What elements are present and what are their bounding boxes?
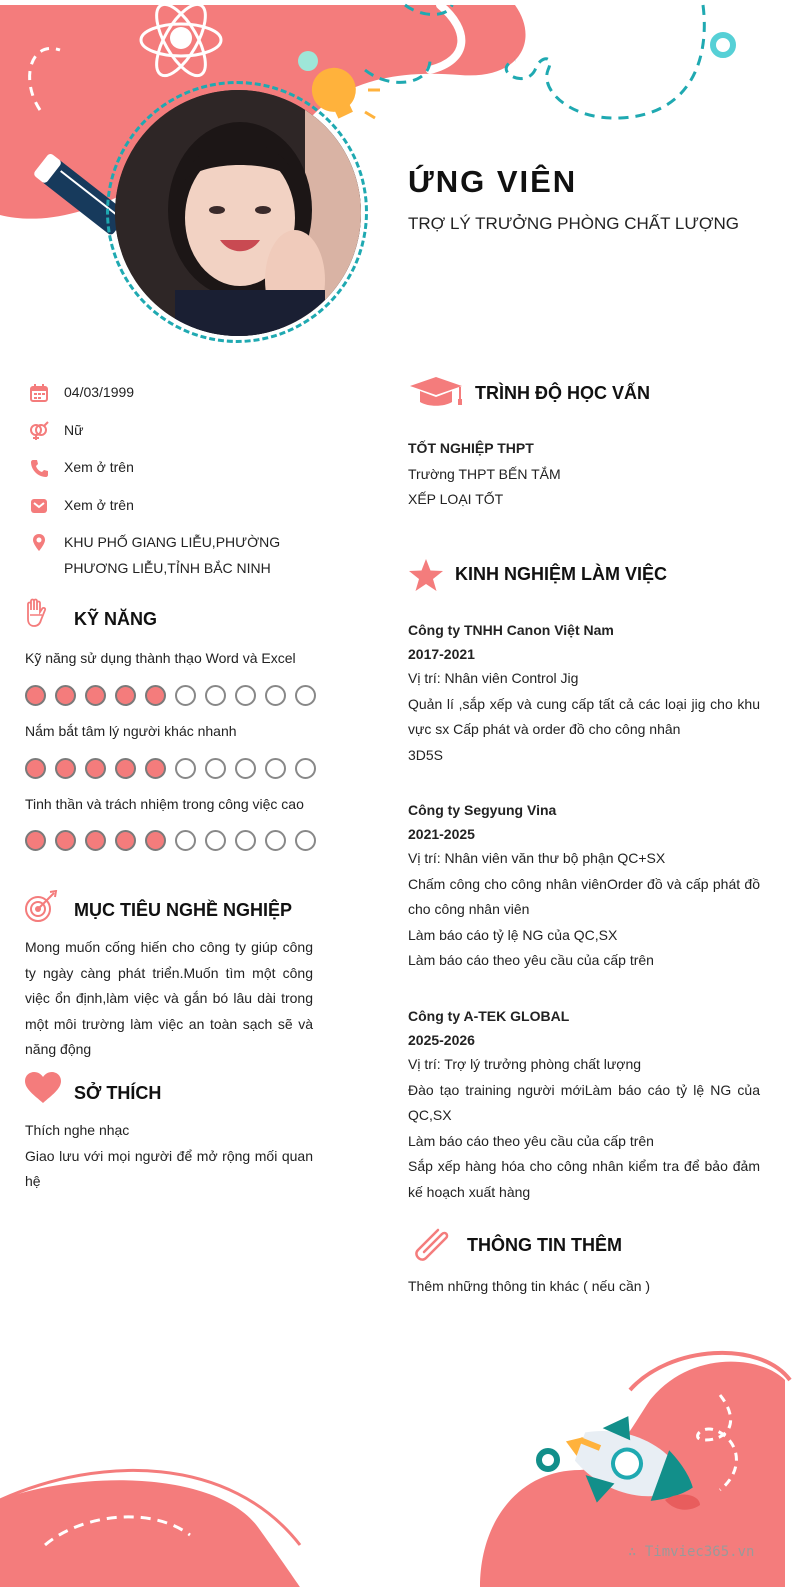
- paperclip-icon: [410, 1222, 454, 1266]
- skill-rating: [25, 685, 316, 706]
- job-company: Công ty TNHH Canon Việt Nam: [408, 622, 614, 638]
- rating-dot-filled: [25, 830, 46, 851]
- rating-dot-filled: [55, 830, 76, 851]
- hobbies-text: [25, 1118, 313, 1195]
- rating-dot-filled: [55, 685, 76, 706]
- email-text: Xem ở trên: [64, 497, 134, 513]
- job-company: Công ty Segyung Vina: [408, 802, 557, 818]
- job-line: Quản lí ,sắp xếp và cung cấp tất cả các loại jig cho khu vực sx Cấp phát và order đồ cho công nhân: [408, 695, 760, 737]
- job-line: Chấm công cho công nhân viênOrder đồ và cấp phát đồ cho công nhân viên: [408, 875, 760, 917]
- objective-text: Mong muốn cống hiến cho công ty giúp công ty ngày càng phát triển.Muốn tìm một công việc ổn định,làm việc và gắn bó lâu dài trong một môi trường làm việc an toàn sạch sẽ và năng động: [25, 939, 313, 1058]
- graduation-cap-icon: [408, 376, 464, 410]
- gender-text: Nữ: [64, 422, 84, 438]
- job-line: Làm báo cáo theo yêu cầu của cấp trên: [408, 952, 654, 968]
- job-line: Làm báo cáo theo yêu cầu của cấp trên: [408, 1132, 654, 1149]
- job-line: Vị trí: Nhân viên Control Jig: [408, 670, 579, 686]
- address-text: KHU PHỐ GIANG LIỄU,PHƯỜNG PHƯƠNG LIỄU,TỈNH BẮC NINH: [64, 534, 281, 576]
- job-line: Vị trí: Trợ lý trưởng phòng chất lượng: [408, 1056, 642, 1072]
- skills-title: KỸ NĂNG: [74, 609, 158, 629]
- rating-dot-empty: [265, 830, 286, 851]
- rating-dot-empty: [205, 758, 226, 779]
- rating-dot-filled: [55, 758, 76, 779]
- education-title: TRÌNH ĐỘ HỌC VẤN: [475, 383, 650, 403]
- job-line: 3D5S: [408, 746, 444, 763]
- skill-label: Tinh thần và trách nhiệm trong công việc cao: [25, 796, 304, 812]
- job-line: Sắp xếp hàng hóa cho công nhân kiểm tra để bảo đảm kế hoạch xuất hàng: [408, 1158, 760, 1200]
- candidate-name: ỨNG VIÊN: [408, 164, 578, 199]
- rating-dot-filled: [115, 758, 136, 779]
- job-company: Công ty A-TEK GLOBAL: [408, 1008, 570, 1024]
- rating-dot-empty: [175, 758, 196, 779]
- rating-dot-filled: [115, 685, 136, 706]
- star-icon: [408, 558, 444, 592]
- skill-label: Kỹ năng sử dụng thành thạo Word và Excel: [25, 650, 296, 666]
- rating-dot-empty: [265, 685, 286, 706]
- phone-icon: [29, 458, 49, 478]
- email-icon: [29, 496, 49, 516]
- job-years: 2025-2026: [408, 1032, 475, 1048]
- education-grade: XẾP LOẠI TỐT: [408, 491, 504, 508]
- birthdate-text: 04/03/1999: [64, 384, 135, 400]
- hand-icon: [24, 598, 48, 630]
- rating-dot-empty: [205, 685, 226, 706]
- job-line: Vị trí: Nhân viên văn thư bộ phận QC+SX: [408, 850, 666, 866]
- education-degree: TỐT NGHIỆP THPT: [408, 440, 534, 456]
- rating-dot-filled: [85, 758, 106, 779]
- rating-dot-filled: [25, 758, 46, 779]
- phone-text: Xem ở trên: [64, 459, 134, 475]
- hobbies-title: SỞ THÍCH: [74, 1083, 162, 1103]
- hobby-item: Thích nghe nhạc: [25, 1122, 130, 1138]
- skill-rating: [25, 830, 316, 851]
- heart-icon: [24, 1071, 62, 1105]
- hobby-item: Giao lưu với mọi người để mở rộng mối quan hệ: [25, 1147, 313, 1190]
- rating-dot-filled: [85, 685, 106, 706]
- calendar-icon: [29, 383, 49, 403]
- target-icon: [24, 890, 58, 924]
- skill-rating: [25, 758, 316, 779]
- rating-dot-filled: [145, 830, 166, 851]
- rating-dot-empty: [175, 685, 196, 706]
- rating-dot-empty: [175, 830, 196, 851]
- job-years: 2017-2021: [408, 646, 475, 662]
- skill-label: Nắm bắt tâm lý người khác nhanh: [25, 723, 237, 739]
- rating-dot-filled: [145, 685, 166, 706]
- rating-dot-empty: [205, 830, 226, 851]
- job-line: Đào tạo training người mớiLàm báo cáo tỷ lệ NG của QC,SX: [408, 1081, 760, 1123]
- education-school: Trường THPT BẾN TẮM: [408, 465, 561, 482]
- job-line: Làm báo cáo tỷ lệ NG của QC,SX: [408, 926, 618, 943]
- job-entry: [408, 798, 760, 974]
- watermark: ∴ Timviec365.vn: [628, 1544, 755, 1560]
- job-entry: [408, 618, 760, 768]
- rating-dot-empty: [295, 685, 316, 706]
- rating-dot-filled: [25, 685, 46, 706]
- rating-dot-filled: [115, 830, 136, 851]
- objective-title: MỤC TIÊU NGHỀ NGHIỆP: [74, 900, 293, 920]
- extra-text: Thêm những thông tin khác ( nếu cần ): [408, 1278, 651, 1294]
- rating-dot-empty: [265, 758, 286, 779]
- job-title: TRỢ LÝ TRƯỞNG PHÒNG CHẤT LƯỢNG: [408, 214, 739, 233]
- rating-dot-filled: [145, 758, 166, 779]
- avatar: [115, 90, 361, 336]
- job-entry: [408, 1004, 760, 1205]
- location-icon: [29, 533, 49, 553]
- job-years: 2021-2025: [408, 826, 475, 842]
- rating-dot-empty: [235, 758, 256, 779]
- rating-dot-empty: [235, 830, 256, 851]
- education-text: [408, 436, 760, 513]
- experience-title: KINH NGHIỆM LÀM VIỆC: [455, 564, 668, 584]
- extra-title: THÔNG TIN THÊM: [467, 1235, 622, 1255]
- gender-icon: [29, 421, 49, 441]
- rating-dot-empty: [235, 685, 256, 706]
- rating-dot-empty: [295, 758, 316, 779]
- rating-dot-filled: [85, 830, 106, 851]
- rating-dot-empty: [295, 830, 316, 851]
